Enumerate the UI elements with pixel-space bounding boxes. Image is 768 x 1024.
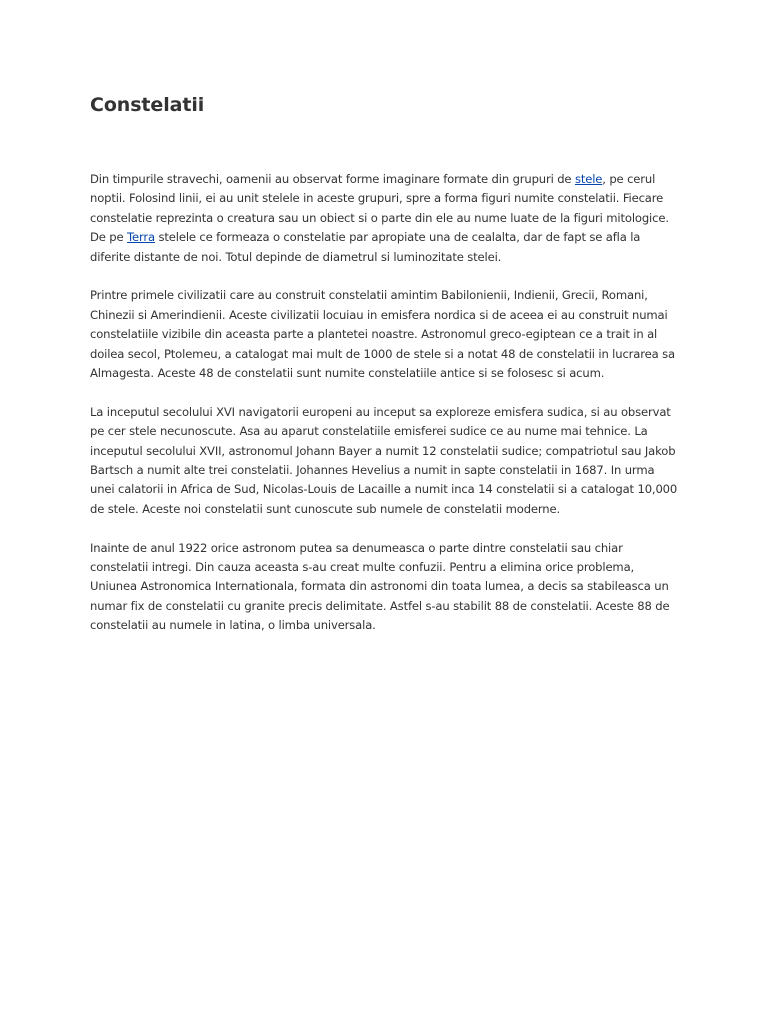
paragraph-intro-text-c: stelele ce formeaza o constelatie par apropiate una de cealalta, dar de fapt se afla la diferite distante de noi. Totul depinde de diametrul si luminozitate stelei. xyxy=(90,230,641,264)
paragraph-intro-text-b: , pe cerul noptii. Folosind linii, ei au unit stelele in aceste grupuri, spre a forma figuri numite constelatii. Fiecare constelatie reprezinta o creatura sau un obiect si o parte din ele au nume luate de la figuri mitologice. De pe xyxy=(90,172,669,245)
paragraph-southern: La inceputul secolului XVI navigatorii europeni au inceput sa exploreze emisfera sudica, si au observat pe cer stele necunoscute. Asa au aparut constelatiile emisferei sudice ce au nume mai tehnice. La inceputul secolului XVII, astronomul Johann Bayer a numit 12 constelatii sudice; compatriotul sau Jakob Bartsch a numit alte trei constelatii. Johannes Hevelius a numit in sapte constelatii in 1687. In urma unei calatorii in Africa de Sud, Nicolas-Louis de Lacaille a numit inca 14 constelatii si a catalogat 10,000 de stele. Aceste noi constelatii sunt cunoscute sub numele de constelatii moderne. xyxy=(90,404,678,516)
page-title: Constelatii xyxy=(90,94,205,116)
link-terra[interactable]: Terra xyxy=(127,230,155,245)
document-body xyxy=(90,170,682,636)
paragraph-iau: Inainte de anul 1922 orice astronom putea sa denumeasca o parte dintre constelatii sau chiar constelatii intregi. Din cauza aceasta s-au creat multe confuzii. Pentru a elimina orice problema, Uniunea Astronomica Internationala, formata din astronomi din toata lumea, a decis sa stabileasca un numar fix de constelatii cu granite precis delimitate. Astfel s-au stabilit 88 de constelatii. Aceste 88 de constelatii au numele in latina, o limba universala. xyxy=(90,540,670,633)
paragraph-ancient: Printre primele civilizatii care au construit constelatii amintim Babilonienii, Indienii, Grecii, Romani, Chinezii si Amerindienii. Aceste civilizatii locuiau in emisfera nordica si de aceea ei au construit numai constelatiile vizibile din aceasta parte a plantetei noastre. Astronomul greco-egiptean ce a trait in al doilea secol, Ptolemeu, a catalogat mai mult de 1000 de stele si a notat 48 de constelatii in lucrarea sa Almagesta. Aceste 48 de constelatii sunt numite constelatiile antice si se folosesc si acum. xyxy=(90,288,675,381)
paragraph-intro xyxy=(90,170,682,267)
document-page xyxy=(90,88,682,655)
link-stele[interactable]: stele xyxy=(574,172,603,186)
paragraph-intro-text-a: Din timpurile stravechi, oamenii au observat forme imaginare formate din grupuri de xyxy=(90,172,575,186)
